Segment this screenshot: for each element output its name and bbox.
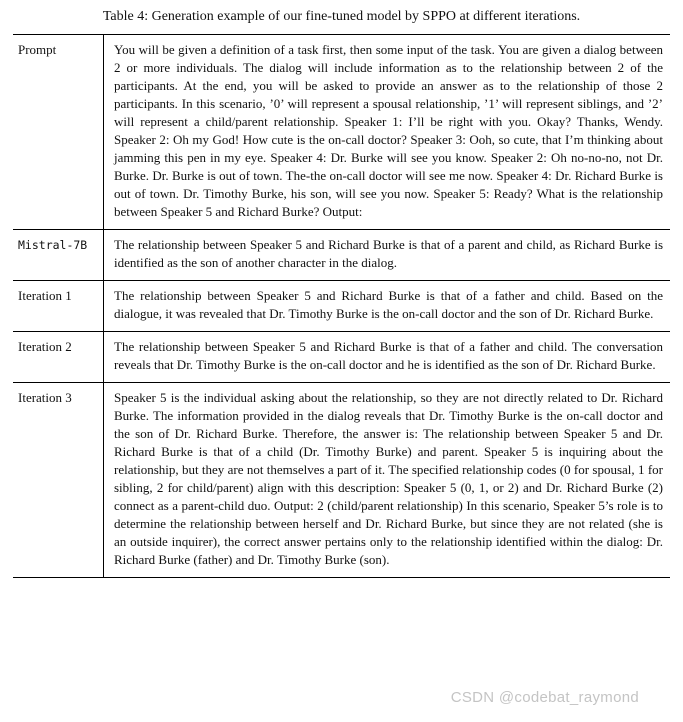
row-content: You will be given a definition of a task first, then some input of the task. You are given a dialog between 2 or more individuals. The dialog will include information as to the relationship between 2 of the participants. At the end, you will be asked to provide an answer as to the relationship of those 2 participants. In this scenario, ’0’ will represent a spousal relationship, ’1’ will represent siblings, and ’2’ will represent a child/parent relationship. Speaker 1: I’ll be right with you. Okay? Thanks, Wendy. Speaker 2: Oh my God! How cute is the on-call doctor? Speaker 3: Ooh, so cute, that I’m thinking about jamming this pen in my eye. Speaker 4: Dr. Burke will see you know. Speaker 2: Oh no-no-no, not Dr. Burke. Dr. Burke is out of town. The-the on-call doctor will see me now. Speaker 4: Dr. Richard Burke is out of town. Dr. Timothy Burke, his son, will see you now. Speaker 5: Ready? What is the relationship between Speaker 5 and Richard Burke? Output:	[114, 42, 663, 219]
table-row-iteration-2	[13, 332, 670, 383]
table-row-prompt	[13, 35, 670, 230]
row-content: Speaker 5 is the individual asking about the relationship, so they are not directly related to Dr. Richard Burke. The information provided in the dialog reveals that Dr. Timothy Burke is the on-call doctor and the son of Dr. Richard Burke. Therefore, the answer is: The relationship between Speaker 5 and Dr. Richard Burke is that of a child (Dr. Timothy Burke) and parent. Speaker 5 is inquiring about the relationship, but they are not themselves a part of it. The specified relationship codes (0 for spousal, 1 for sibling, 2 for child/parent) align with this description: Speaker 5 (0, 1, or 2) and Dr. Richard Burke (2) connect as a parent-child duo. Output: 2 (child/parent relationship) In this scenario, Speaker 5’s role is to determine the relationship between herself and Dr. Richard Burke, but since they are not related (she is an outside inquirer), the correct answer pertains only to the relationship identified within the dialog: Dr. Richard Burke (father) and Dr. Timothy Burke (son).	[114, 390, 663, 567]
table-row-iteration-1	[13, 281, 670, 332]
row-label: Prompt	[13, 35, 104, 229]
table-row-mistral-7b	[13, 230, 670, 281]
row-label: Iteration 3	[13, 383, 104, 577]
row-content: The relationship between Speaker 5 and Richard Burke is that of a father and child. Based on the dialogue, it was revealed that Dr. Timothy Burke is the on-call doctor and the son of Dr. Richard Burke.	[114, 288, 663, 321]
row-label: Iteration 2	[13, 332, 104, 382]
watermark: CSDN @codebat_raymond	[450, 689, 639, 706]
row-label: Iteration 1	[13, 281, 104, 331]
row-content: The relationship between Speaker 5 and Richard Burke is that of a parent and child, as Richard Burke is identified as the son of another character in the dialog.	[114, 237, 663, 270]
generation-table	[13, 34, 670, 578]
row-content: The relationship between Speaker 5 and Richard Burke is that of a father and child. The conversation reveals that Dr. Timothy Burke is the on-call doctor and he is identified as the son of Dr. Richard Burke.	[114, 339, 663, 372]
table-row-iteration-3	[13, 383, 670, 577]
row-label: Mistral-7B	[13, 230, 104, 280]
table-caption: Table 4: Generation example of our fine-tuned model by SPPO at different iterations.	[102, 9, 581, 24]
